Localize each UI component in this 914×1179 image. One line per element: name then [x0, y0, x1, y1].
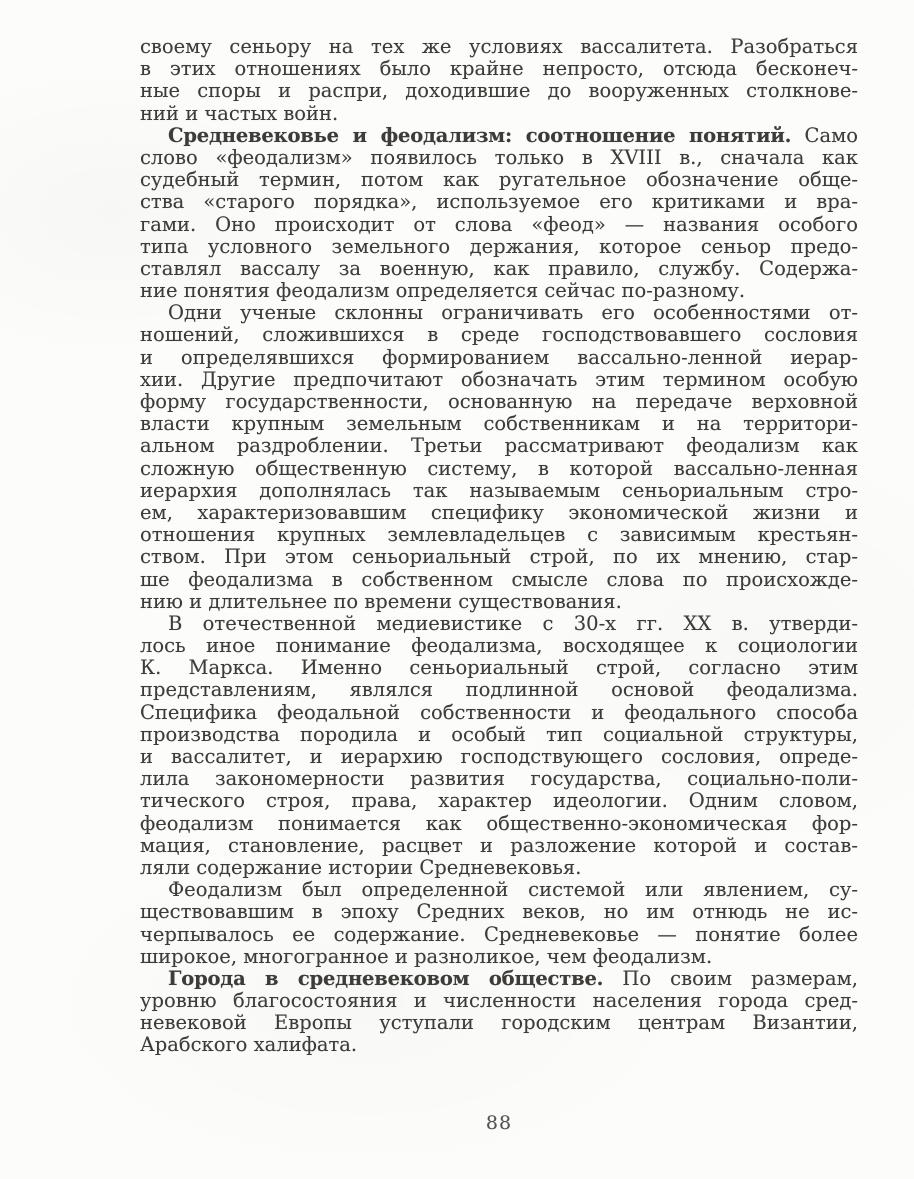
text-line-segment: ний и частых войн. [140, 102, 339, 125]
text-line [140, 80, 858, 102]
text-line [140, 835, 858, 857]
text-line-segment: Само [791, 124, 858, 147]
text-line-segment: невековой Европы уступали городским центрам Византии, [140, 1012, 858, 1035]
text-line [140, 36, 858, 58]
paragraph [140, 36, 858, 125]
text-line-segment: власти крупным земельным собственникам и на территори- [140, 413, 858, 436]
text-line-segment: слово «феодализм» появилось только в XVIII в., сначала как [140, 146, 858, 169]
text-line-segment: ством. При этом сеньориальный строй, по их мнению, стар- [140, 546, 858, 569]
text-line [140, 302, 858, 324]
text-line [140, 369, 858, 391]
text-line [140, 125, 858, 147]
text-line [140, 813, 858, 835]
text-line [140, 413, 858, 435]
text-line [140, 1012, 858, 1034]
text-line [140, 214, 858, 236]
paragraph [140, 125, 858, 303]
text-line-segment: Феодализм был определенной системой или явлением, су- [168, 879, 858, 902]
text-line-segment: отношения крупных землевладельцев с зависимым крестьян- [140, 524, 858, 547]
text-line [140, 946, 858, 968]
text-line [140, 591, 858, 613]
text-line-segment: лила закономерности развития государства, социально-поли- [140, 768, 858, 791]
text-line-segment: альном раздроблении. Третьи рассматривают феодализм как [140, 435, 858, 458]
text-line [140, 524, 858, 546]
text-line [140, 924, 858, 946]
paragraph [140, 302, 858, 613]
text-line-segment: нию и длительнее по времени существования. [140, 590, 622, 613]
text-line [140, 702, 858, 724]
text-line [140, 391, 858, 413]
text-line-segment: форму государственности, основанную на передаче верховной [140, 391, 858, 413]
text-line [140, 635, 858, 657]
text-line [140, 480, 858, 502]
text-line [140, 280, 858, 302]
text-line-segment: типа условного земельного держания, которое сеньор предо- [140, 235, 858, 258]
text-line [140, 569, 858, 591]
text-line [140, 258, 858, 280]
text-line-segment: иерархия дополнялась так называемым сеньориальным стро- [140, 479, 858, 502]
text-line-segment: ние понятия феодализм определяется сейчас по-разному. [140, 280, 746, 303]
text-line [140, 458, 858, 480]
text-line [140, 502, 858, 524]
text-line-segment: черпывалось ее содержание. Средневековье — понятие более [140, 923, 858, 946]
text-line-segment: ства «старого порядка», используемое его критиками и вра- [140, 191, 858, 214]
text-line-segment: в этих отношениях было крайне непросто, отсюда бесконеч- [140, 58, 858, 81]
text-line-segment: К. Маркса. Именно сеньориальный строй, согласно этим [140, 657, 858, 680]
text-line-segment: широкое, многогранное и разноликое, чем феодализм. [140, 945, 713, 968]
text-line-segment: ляли содержание истории Средневековья. [140, 856, 582, 879]
text-line-segment: Арабского халифата. [140, 1034, 358, 1057]
text-line-segment: ществовавшим в эпоху Средних веков, но им отнюдь не ис- [140, 901, 858, 924]
page-number: 88 [485, 1112, 513, 1134]
text-line-segment: ные споры и распри, доходившие до вооруженных столкнове- [140, 80, 858, 103]
text-line-segment: и вассалитет, и иерархию господствующего сословия, опреде- [140, 746, 858, 768]
text-line-segment: хии. Другие предпочитают обозначать этим термином особую [140, 368, 858, 391]
paragraph [140, 968, 858, 1057]
paragraph-lead-bold: Города в средневековом обществе. [168, 967, 604, 990]
text-line [140, 435, 858, 457]
text-line-segment: тического строя, права, характер идеологии. Одним словом, [140, 790, 858, 813]
text-line-segment: ставлял вассалу за военную, как правило, службу. Содержа- [140, 257, 858, 280]
text-line [140, 191, 858, 213]
text-line [140, 990, 858, 1012]
text-line-segment: феодализм понимается как общественно-экономическая фор- [140, 812, 858, 835]
text-line-segment: В отечественной медиевистике с 30-х гг. XX в. утверди- [168, 612, 858, 635]
text-line-segment: мация, становление, расцвет и разложение которой и состав- [140, 834, 858, 857]
text-line-segment: производства породила и особый тип социальной структуры, [140, 723, 858, 746]
text-line [140, 857, 858, 879]
text-line-segment: судебный термин, потом как ругательное обозначение обще- [140, 169, 858, 192]
text-line-segment: представлениям, являлся подлинной основой феодализма. [140, 679, 858, 702]
text-line [140, 58, 858, 80]
text-column [140, 36, 858, 1057]
text-line [140, 679, 858, 701]
text-line [140, 901, 858, 923]
text-line-segment: Одни ученые склонны ограничивать его особенностями от- [168, 302, 858, 325]
text-line-segment: Специфика феодальной собственности и феодального способа [140, 701, 858, 724]
text-line [140, 147, 858, 169]
text-line [140, 324, 858, 346]
paragraph-lead-bold: Средневековье и феодализм: соотношение понятий. [168, 124, 792, 147]
text-line [140, 546, 858, 568]
text-line [140, 790, 858, 812]
text-line-segment: ше феодализма в собственном смысле слова по происхожде- [140, 568, 858, 591]
text-line [140, 746, 858, 768]
text-line-segment: лось иное понимание феодализма, восходящее к социологии [140, 635, 858, 658]
text-line [140, 1034, 858, 1056]
paragraph [140, 613, 858, 879]
text-line [140, 169, 858, 191]
text-line-segment: и определявшихся формированием вассально-ленной иерар- [140, 346, 858, 369]
paragraph [140, 879, 858, 968]
text-line [140, 724, 858, 746]
text-line-segment: своему сеньору на тех же условиях вассалитета. Разобраться [140, 36, 858, 58]
text-line [140, 236, 858, 258]
text-line [140, 347, 858, 369]
text-line-segment: сложную общественную систему, в которой вассально-ленная [140, 457, 858, 480]
text-line-segment: уровню благосостояния и численности населения города сред- [140, 990, 858, 1013]
text-line [140, 613, 858, 635]
text-line [140, 103, 858, 125]
text-line [140, 657, 858, 679]
text-line-segment: ношений, сложившихся в среде господствовавшего сословия [140, 324, 858, 347]
text-line [140, 968, 858, 990]
text-line-segment: ем, характеризовавшим специфику экономической жизни и [140, 501, 858, 524]
text-line-segment: гами. Оно происходит от слова «феод» — названия особого [140, 213, 858, 236]
text-line-segment: По своим размерам, [603, 967, 858, 990]
text-line [140, 879, 858, 901]
text-line [140, 768, 858, 790]
